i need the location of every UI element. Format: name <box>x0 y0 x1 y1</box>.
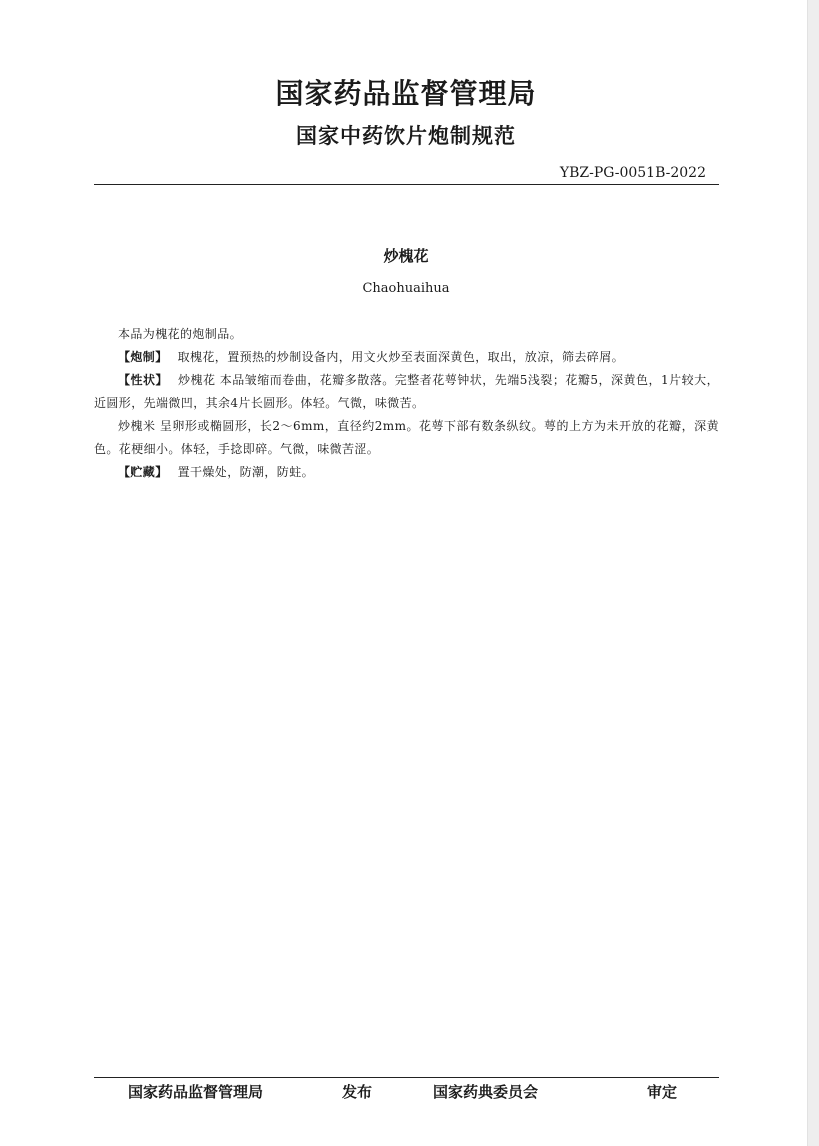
character-text-2: 炒槐米 呈卵形或椭圆形，长2～6mm，直径约2mm。花萼下部有数条纵纹。萼的上方为未开放的花瓣，深黄色。花梗细小。体轻，手捻即碎。气微，味微苦涩。 <box>94 419 719 456</box>
processing-label: 【炮制】 <box>118 350 168 364</box>
footer-approver: 国家药典委员会 <box>433 1083 539 1101</box>
document-code: YBZ-PG-0051B-2022 <box>559 165 706 181</box>
footer <box>94 1081 719 1103</box>
entry-title: 炒槐花 <box>383 247 429 265</box>
storage-label: 【贮藏】 <box>118 465 168 479</box>
intro-text: 本品为槐花的炮制品。 <box>118 327 243 341</box>
header-divider <box>94 184 719 185</box>
character-paragraph-2 <box>94 415 719 461</box>
storage-text: 置干燥处，防潮，防蛀。 <box>177 465 315 479</box>
storage-paragraph <box>94 461 719 484</box>
footer-approve-label: 审定 <box>647 1083 678 1101</box>
footer-issue-label: 发布 <box>342 1083 373 1101</box>
footer-issuer: 国家药品监督管理局 <box>128 1083 264 1101</box>
intro-paragraph <box>94 323 719 346</box>
agency-title: 国家药品监督管理局 <box>275 77 537 110</box>
character-text: 炒槐花 本品皱缩而卷曲，花瓣多散落。完整者花萼钟状，先端5浅裂；花瓣5，深黄色，1片较大，近圆形，先端微凹，其余4片长圆形。体轻。气微，味微苦。 <box>94 373 719 410</box>
entry-pinyin: Chaohuaihua <box>362 281 450 296</box>
processing-text: 取槐花，置预热的炒制设备内，用文火炒至表面深黄色，取出，放凉，筛去碎屑。 <box>177 350 625 364</box>
footer-divider <box>94 1077 719 1078</box>
document-subtitle: 国家中药饮片炮制规范 <box>296 124 516 148</box>
processing-paragraph <box>94 346 719 369</box>
character-paragraph <box>94 369 719 415</box>
character-label: 【性状】 <box>118 373 168 387</box>
document-body <box>94 323 719 484</box>
scrollbar-track[interactable] <box>807 0 819 1146</box>
